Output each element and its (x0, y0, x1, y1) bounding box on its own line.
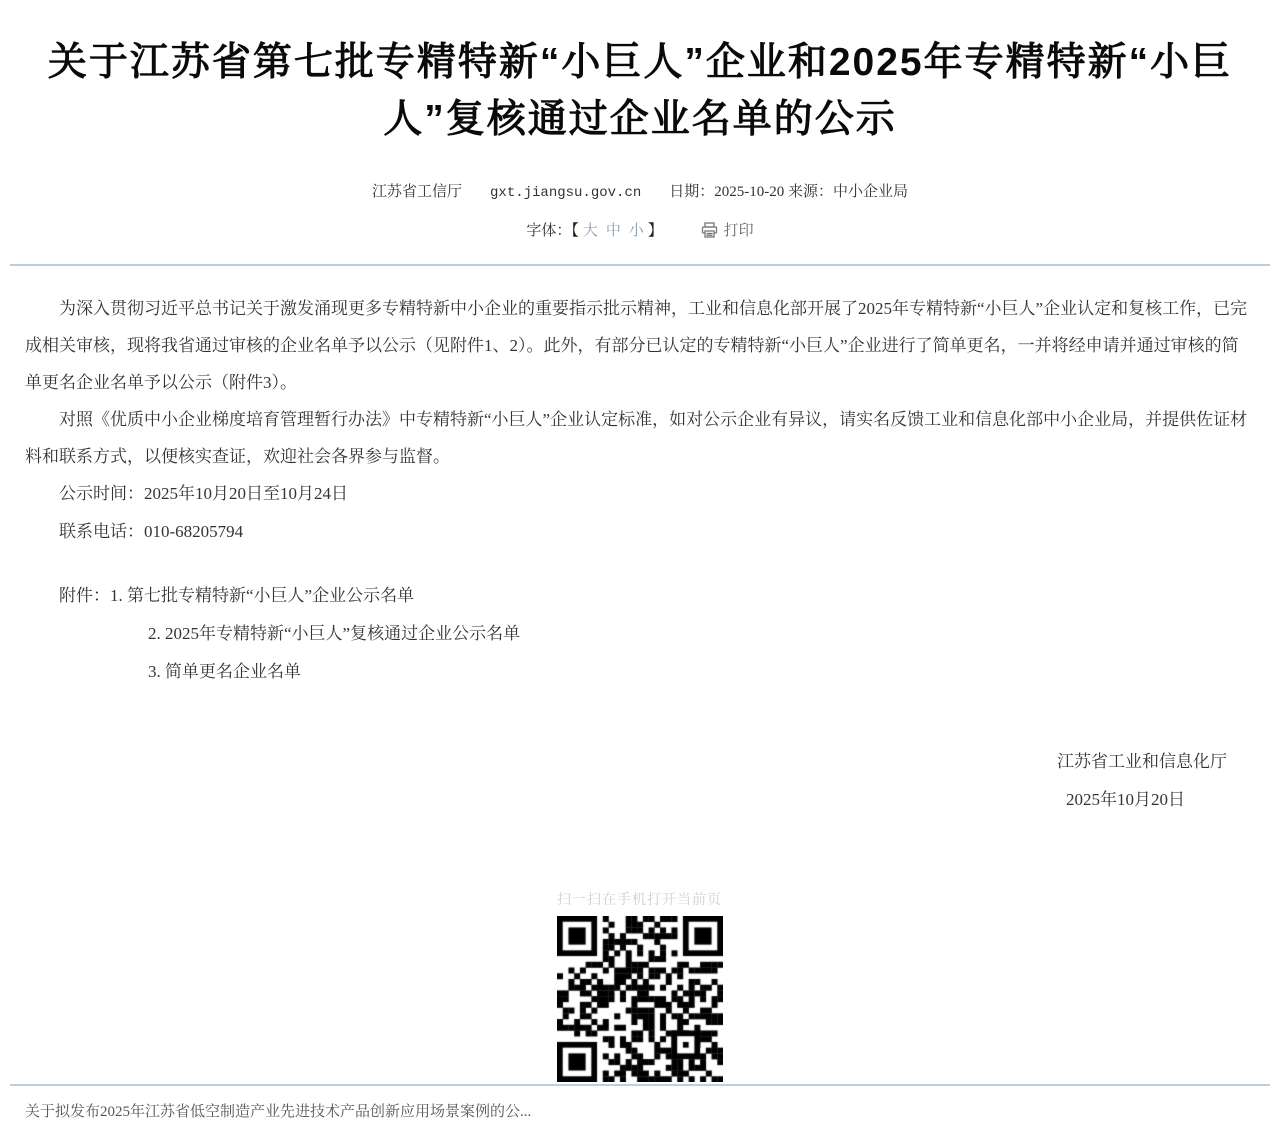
attachment-link-2[interactable]: 2. 2025年专精特新“小巨人”复核通过企业公示名单 (148, 624, 521, 643)
attachment-link-1[interactable]: 1. 第七批专精特新“小巨人”企业公示名单 (110, 586, 415, 605)
qr-caption: 扫一扫在手机打开当前页 (557, 891, 722, 907)
footer-related-article-link[interactable]: 关于拟发布2025年江苏省低空制造产业先进技术产品创新应用场景案例的公... (25, 1104, 532, 1120)
footer-divider (10, 1084, 1270, 1086)
article-body (25, 290, 1255, 819)
font-size-small-button[interactable]: 小 (628, 223, 644, 239)
paragraph: 对照《优质中小企业梯度培育管理暂行办法》中专精特新“小巨人”企业认定标准，如对公示企业有异议，请实名反馈工业和信息化部中小企业局，并提供佐证材料和联系方式，以便核实查证，欢迎社会各界参与监督。 (25, 410, 1248, 466)
toolbar (0, 219, 1280, 240)
font-size-large-button[interactable]: 大 (582, 223, 598, 239)
meta-date-source: 日期：2025-10-20 来源：中小企业局 (669, 184, 908, 200)
qr-section (557, 889, 723, 1082)
bracket-open: 【 (571, 223, 579, 239)
header-divider (10, 264, 1270, 266)
attachments-label: 附件： (59, 586, 110, 605)
print-label: 打印 (723, 223, 754, 239)
footer (0, 1084, 1280, 1121)
signature-date: 2025年10月20日 (1066, 790, 1185, 809)
printer-icon (701, 223, 724, 239)
article-meta (0, 180, 1280, 201)
attachment-row (25, 577, 1255, 615)
signature-org: 江苏省工业和信息化厅 (1057, 752, 1227, 771)
publicity-period: 公示时间：2025年10月20日至10月24日 (59, 484, 348, 503)
attachment-link-3[interactable]: 3. 简单更名企业名单 (148, 662, 301, 681)
font-size-label: 字体： (526, 223, 572, 239)
font-size-medium-button[interactable]: 中 (605, 223, 621, 239)
meta-org: 江苏省工信厅 (372, 184, 463, 200)
meta-site-url: gxt.jiangsu.gov.cn (490, 185, 642, 201)
print-button[interactable] (701, 219, 754, 240)
signature-block (25, 743, 1255, 819)
contact-phone: 联系电话：010-68205794 (59, 522, 244, 541)
attachments-list (25, 577, 1255, 691)
page-title: 关于江苏省第七批专精特新“小巨人”企业和2025年专精特新“小巨人”复核通过企业名单的公示 (47, 41, 1233, 141)
paragraph: 为深入贯彻习近平总书记关于激发涌现更多专精特新中小企业的重要指示批示精神，工业和信息化部开展了2025年专精特新“小巨人”企业认定和复核工作，已完成相关审核，现将我省通过审核的企业名单予以公示（见附件1、2）。此外，有部分已认定的专精特新“小巨人”企业进行了简单更名，一并将经申请并通过审核的简单更名企业名单予以公示（附件3）。 (25, 299, 1248, 392)
qr-code-image (557, 916, 723, 1082)
bracket-close: 】 (647, 223, 663, 239)
